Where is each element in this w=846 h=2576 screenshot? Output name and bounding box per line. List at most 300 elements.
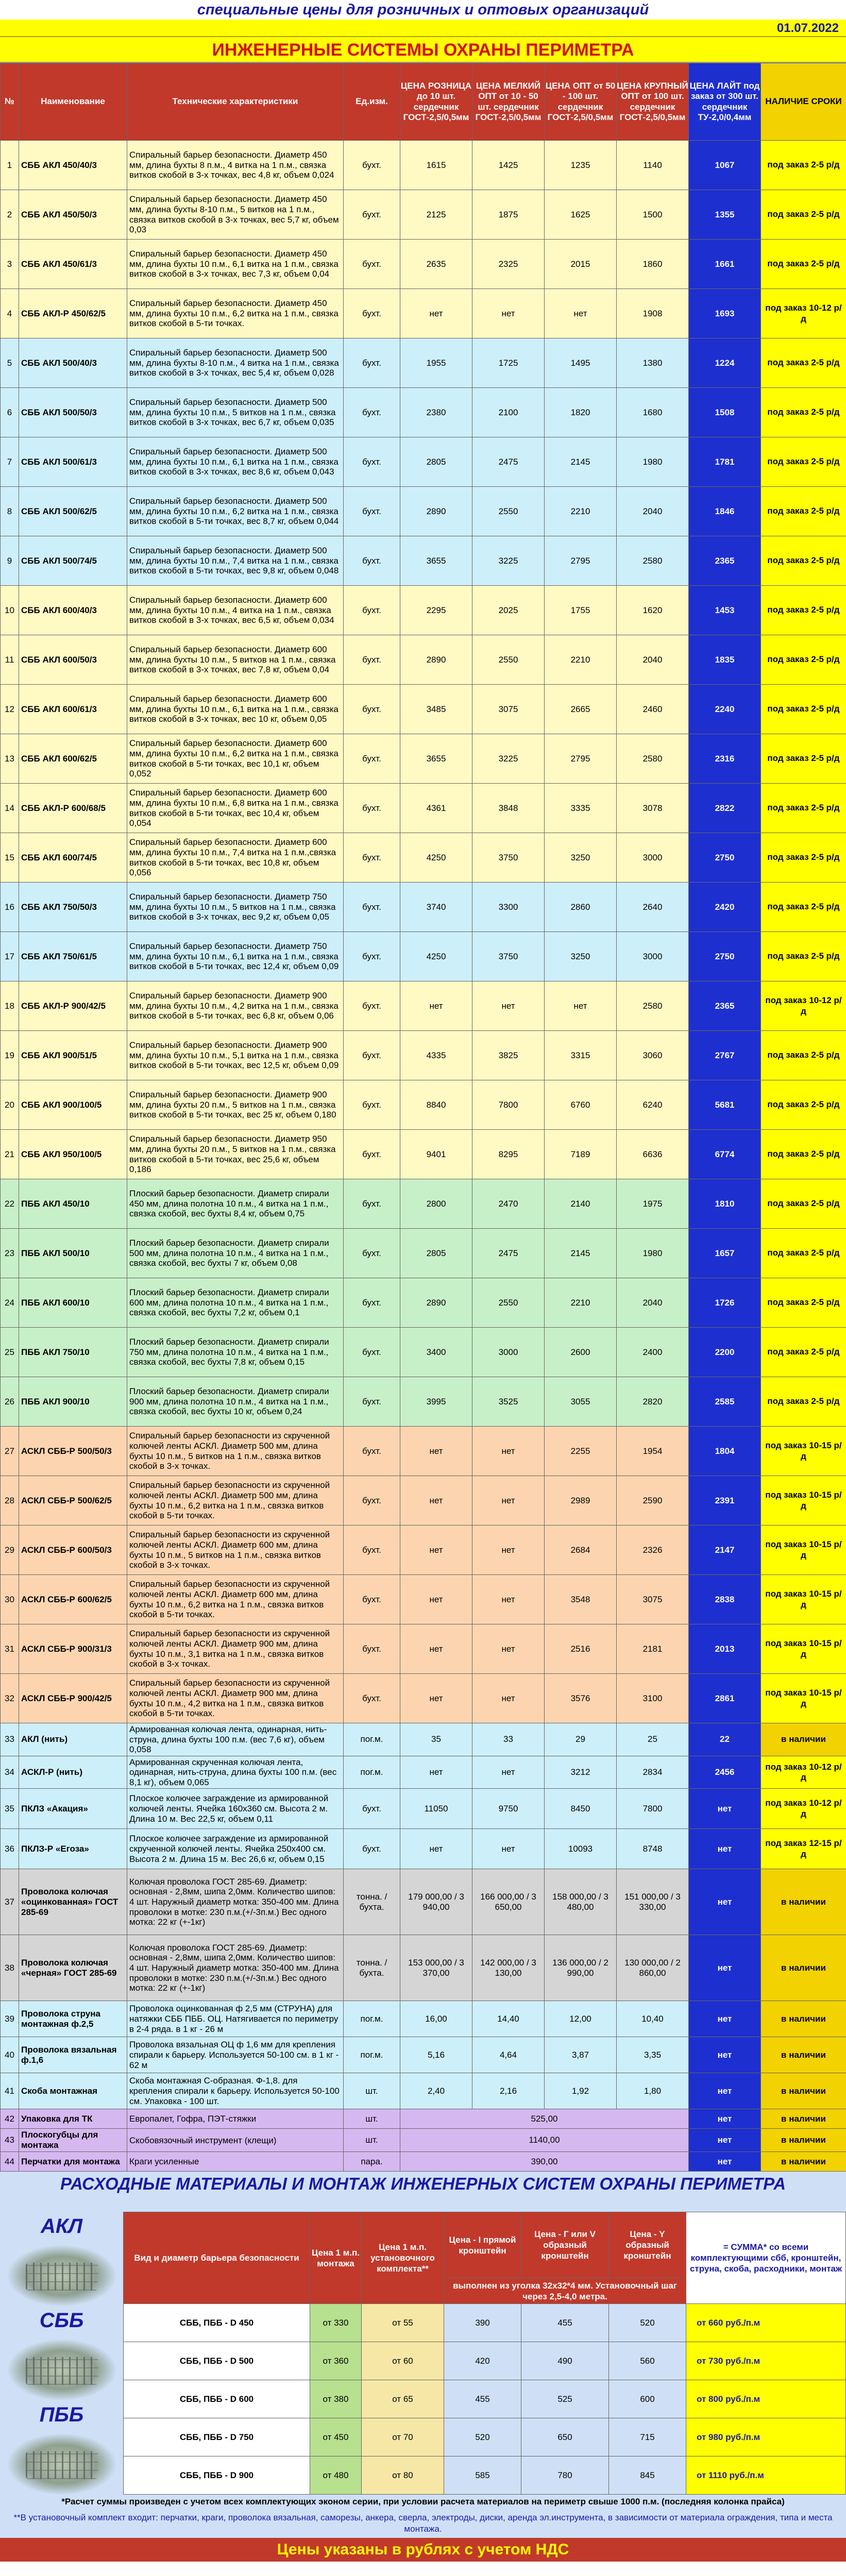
product-name: СББ АКЛ 500/61/3 bbox=[19, 437, 127, 487]
price-small-opt: нет bbox=[472, 1476, 545, 1526]
price-opt: 2516 bbox=[545, 1624, 617, 1674]
product-name: Проволока колючая «оцинкованная» ГОСТ 285-69 bbox=[19, 1869, 127, 1935]
price-retail: 2295 bbox=[400, 586, 472, 635]
product-name: Проволока вязальная ф.1,6 bbox=[19, 2037, 127, 2073]
price-lite: 2391 bbox=[689, 1476, 761, 1526]
table-row bbox=[1, 685, 846, 734]
product-unit: бухт. bbox=[344, 388, 400, 437]
product-unit: пог.м. bbox=[344, 1723, 400, 1756]
product-unit: бухт. bbox=[344, 586, 400, 635]
mat-kind: СББ, ПББ - D 450 bbox=[124, 2304, 310, 2342]
mat-sum: от 730 руб./п.м bbox=[686, 2342, 846, 2380]
availability-term: в наличии bbox=[761, 1869, 846, 1935]
table-row bbox=[1, 883, 846, 932]
availability-term: в наличии bbox=[761, 2129, 846, 2152]
price-small-opt: 1875 bbox=[472, 190, 545, 240]
product-name: СББ АКЛ 600/62/5 bbox=[19, 734, 127, 784]
product-name: АСКЛ СББ-Р 600/62/5 bbox=[19, 1575, 127, 1624]
availability-term: в наличии bbox=[761, 2001, 846, 2037]
product-unit: бухт. bbox=[344, 141, 400, 190]
product-name: ПББ АКЛ 500/10 bbox=[19, 1229, 127, 1278]
availability-term: под заказ 2-5 р/д bbox=[761, 1130, 846, 1179]
availability-term: под заказ 2-5 р/д bbox=[761, 141, 846, 190]
price-large-opt: 2580 bbox=[617, 734, 689, 784]
materials-body bbox=[124, 2304, 846, 2495]
product-spec: Армированная колючая лента, одинарная, нить-струна, длина бухты 100 п.м. (вес 7,6 кг), объем 0,058 bbox=[127, 1723, 344, 1756]
product-spec: Плоский барьер безопасности. Диаметр спирали 500 мм, длина полотна 10 п.м., 4 витка на 1 п.м., связка скобой, вес бухты 7 кг, объем 0,08 bbox=[127, 1229, 344, 1278]
price-retail: 9401 bbox=[400, 1130, 472, 1179]
product-unit: бухт. bbox=[344, 685, 400, 734]
mat-col-sum: = СУММА* со всеми комплектующими сбб, кронштейн, струна, скоба, расходники, монтаж bbox=[686, 2212, 846, 2304]
product-name: СББ АКЛ 750/61/5 bbox=[19, 932, 127, 981]
price-small-opt: 2025 bbox=[472, 586, 545, 635]
price-lite: 1657 bbox=[689, 1229, 761, 1278]
product-unit: бухт. bbox=[344, 1476, 400, 1526]
price-opt: 2795 bbox=[545, 536, 617, 586]
row-number: 28 bbox=[1, 1476, 19, 1526]
row-number: 32 bbox=[1, 1674, 19, 1723]
mat-col-span: выполнен из уголка 32х32*4 мм. Установочный шаг через 2,5-4,0 метра. bbox=[444, 2278, 686, 2304]
availability-term: под заказ 2-5 р/д bbox=[761, 190, 846, 240]
product-name: АСКЛ СББ-Р 600/50/3 bbox=[19, 1526, 127, 1575]
price-retail: 3655 bbox=[400, 536, 472, 586]
price-lite: нет bbox=[689, 1869, 761, 1935]
product-name: СББ АКЛ 600/40/3 bbox=[19, 586, 127, 635]
mat-price-a: 455 bbox=[444, 2380, 521, 2418]
price-large-opt: 2580 bbox=[617, 981, 689, 1031]
col-term: НАЛИЧИЕ СРОКИ bbox=[761, 63, 846, 141]
price-opt: 1,92 bbox=[545, 2073, 617, 2109]
product-unit: бухт. bbox=[344, 883, 400, 932]
product-unit: пог.м. bbox=[344, 1756, 400, 1789]
availability-term: под заказ 10-15 р/д bbox=[761, 1427, 846, 1476]
merged-price: 525,00 bbox=[400, 2109, 689, 2129]
product-unit: бухт. bbox=[344, 1031, 400, 1080]
price-lite: 2838 bbox=[689, 1575, 761, 1624]
product-spec: Спиральный барьер безопасности. Диаметр 600 мм, длина бухты 10 п.м., 4 витка на 1 п.м., связка витков скобой в 3-х точках, вес 6,5 кг, объем 0,034 bbox=[127, 586, 344, 635]
product-name: ПББ АКЛ 450/10 bbox=[19, 1179, 127, 1229]
table-row bbox=[1, 1674, 846, 1723]
row-number: 27 bbox=[1, 1427, 19, 1476]
price-large-opt: 2820 bbox=[617, 1377, 689, 1427]
mat-col-kind: Вид и диаметр барьера безопасности bbox=[124, 2212, 310, 2304]
row-number: 39 bbox=[1, 2001, 19, 2037]
price-large-opt: 2040 bbox=[617, 635, 689, 685]
mat-price-b: 455 bbox=[521, 2304, 609, 2342]
product-name: СББ АКЛ-Р 600/68/5 bbox=[19, 784, 127, 833]
price-retail: 3655 bbox=[400, 734, 472, 784]
table-row bbox=[1, 2073, 846, 2109]
product-unit: бухт. bbox=[344, 833, 400, 883]
price-lite: 2147 bbox=[689, 1526, 761, 1575]
price-lite: нет bbox=[689, 2073, 761, 2109]
mat-price-a: 520 bbox=[444, 2418, 521, 2456]
price-lite: 2200 bbox=[689, 1328, 761, 1377]
table-row bbox=[1, 1575, 846, 1624]
product-name: СББ АКЛ-Р 450/62/5 bbox=[19, 289, 127, 338]
price-lite: 2750 bbox=[689, 833, 761, 883]
mat-mount: от 450 bbox=[310, 2418, 362, 2456]
product-unit: пара. bbox=[344, 2152, 400, 2172]
product-name: ПББ АКЛ 750/10 bbox=[19, 1328, 127, 1377]
price-small-opt: 3750 bbox=[472, 833, 545, 883]
availability-term: в наличии bbox=[761, 1935, 846, 2001]
product-unit: бухт. bbox=[344, 289, 400, 338]
product-unit: бухт. bbox=[344, 1427, 400, 1476]
product-unit: бухт. bbox=[344, 932, 400, 981]
product-unit: тонна. / бухта. bbox=[344, 1869, 400, 1935]
product-name: ПББ АКЛ 900/10 bbox=[19, 1377, 127, 1427]
price-small-opt: нет bbox=[472, 289, 545, 338]
price-lite: нет bbox=[689, 1789, 761, 1829]
product-unit: бухт. bbox=[344, 338, 400, 388]
price-small-opt: 2,16 bbox=[472, 2073, 545, 2109]
row-number: 3 bbox=[1, 240, 19, 289]
price-lite: нет bbox=[689, 2109, 761, 2129]
price-opt: 1755 bbox=[545, 586, 617, 635]
price-small-opt: 33 bbox=[472, 1723, 545, 1756]
price-large-opt: 1620 bbox=[617, 586, 689, 635]
price-opt: 3548 bbox=[545, 1575, 617, 1624]
product-name: СББ АКЛ 600/61/3 bbox=[19, 685, 127, 734]
row-number: 43 bbox=[1, 2129, 19, 2152]
availability-term: под заказ 10-12 р/д bbox=[761, 289, 846, 338]
price-retail: 2380 bbox=[400, 388, 472, 437]
product-name: АСКЛ СББ-Р 500/50/3 bbox=[19, 1427, 127, 1476]
price-lite: 1453 bbox=[689, 586, 761, 635]
table-row bbox=[1, 1229, 846, 1278]
sbb-photo bbox=[8, 2340, 116, 2400]
row-number: 36 bbox=[1, 1829, 19, 1869]
price-opt: 1820 bbox=[545, 388, 617, 437]
table-row bbox=[1, 1080, 846, 1130]
availability-term: под заказ 2-5 р/д bbox=[761, 437, 846, 487]
price-opt: 3576 bbox=[545, 1674, 617, 1723]
product-name: АСКЛ-Р (нить) bbox=[19, 1756, 127, 1789]
price-small-opt: 3075 bbox=[472, 685, 545, 734]
price-retail: 153 000,00 / 3 370,00 bbox=[400, 1935, 472, 2001]
price-large-opt: 1680 bbox=[617, 388, 689, 437]
table-row bbox=[1, 2109, 846, 2129]
row-number: 34 bbox=[1, 1756, 19, 1789]
row-number: 40 bbox=[1, 2037, 19, 2073]
price-date: 01.07.2022 bbox=[0, 20, 846, 37]
photo-label-pbb: ПББ bbox=[39, 2403, 84, 2427]
product-unit: бухт. bbox=[344, 1080, 400, 1130]
price-small-opt: нет bbox=[472, 1756, 545, 1789]
price-retail: 2890 bbox=[400, 635, 472, 685]
price-retail: 3400 bbox=[400, 1328, 472, 1377]
availability-term: под заказ 2-5 р/д bbox=[761, 338, 846, 388]
table-row bbox=[1, 338, 846, 388]
price-retail: 4335 bbox=[400, 1031, 472, 1080]
product-spec: Спиральный барьер безопасности. Диаметр 600 мм, длина бухты 10 п.м., 6,8 витка на 1 п.м., связка витков скобой в 5-ти точках, вес 10,4 кг, объем 0,054 bbox=[127, 784, 344, 833]
price-large-opt: 2040 bbox=[617, 487, 689, 536]
product-unit: бухт. bbox=[344, 1130, 400, 1179]
materials-row bbox=[124, 2342, 846, 2380]
price-lite: 6774 bbox=[689, 1130, 761, 1179]
price-large-opt: 2326 bbox=[617, 1526, 689, 1575]
product-name: СББ АКЛ 500/50/3 bbox=[19, 388, 127, 437]
price-lite: 2750 bbox=[689, 932, 761, 981]
col-lite: ЦЕНА ЛАЙТ под заказ от 300 шт. сердечник ТУ-2,0/0,4мм bbox=[689, 63, 761, 141]
price-lite: 2240 bbox=[689, 685, 761, 734]
price-large-opt: 2460 bbox=[617, 685, 689, 734]
price-small-opt: нет bbox=[472, 1624, 545, 1674]
price-small-opt: 1425 bbox=[472, 141, 545, 190]
merged-price: 1140,00 bbox=[400, 2129, 689, 2152]
price-large-opt: 3078 bbox=[617, 784, 689, 833]
price-small-opt: 166 000,00 / 3 650,00 bbox=[472, 1869, 545, 1935]
table-row bbox=[1, 1624, 846, 1674]
price-opt: 7189 bbox=[545, 1130, 617, 1179]
price-large-opt: 2640 bbox=[617, 883, 689, 932]
product-unit: пог.м. bbox=[344, 2037, 400, 2073]
price-small-opt: 2475 bbox=[472, 437, 545, 487]
product-name: СББ АКЛ 450/61/3 bbox=[19, 240, 127, 289]
product-unit: бухт. bbox=[344, 1278, 400, 1328]
product-name: АКЛ (нить) bbox=[19, 1723, 127, 1756]
price-opt: 1235 bbox=[545, 141, 617, 190]
table-row bbox=[1, 437, 846, 487]
mat-price-c: 520 bbox=[609, 2304, 686, 2342]
row-number: 4 bbox=[1, 289, 19, 338]
price-opt: 158 000,00 / 3 480,00 bbox=[545, 1869, 617, 1935]
table-row bbox=[1, 932, 846, 981]
availability-term: под заказ 2-5 р/д bbox=[761, 1031, 846, 1080]
row-number: 26 bbox=[1, 1377, 19, 1427]
product-unit: шт. bbox=[344, 2129, 400, 2152]
price-small-opt: нет bbox=[472, 981, 545, 1031]
row-number: 31 bbox=[1, 1624, 19, 1674]
materials-row bbox=[124, 2304, 846, 2342]
price-small-opt: 2475 bbox=[472, 1229, 545, 1278]
row-number: 23 bbox=[1, 1229, 19, 1278]
product-spec: Плоский барьер безопасности. Диаметр спирали 600 мм, длина полотна 10 п.м., 4 витка на 1 п.м., связка скобой, вес бухты 7,2 кг, объем 0,1 bbox=[127, 1278, 344, 1328]
availability-term: под заказ 2-5 р/д bbox=[761, 487, 846, 536]
mat-mount: от 360 bbox=[310, 2342, 362, 2380]
product-unit: бухт. bbox=[344, 981, 400, 1031]
table-row bbox=[1, 1130, 846, 1179]
price-large-opt: 2181 bbox=[617, 1624, 689, 1674]
price-lite: 1804 bbox=[689, 1427, 761, 1476]
price-opt: 1495 bbox=[545, 338, 617, 388]
product-spec: Плоский барьер безопасности. Диаметр спирали 750 мм, длина полотна 10 п.м., 4 витка на 1 п.м., связка скобой, вес бухты 7,8 кг, объем 0,15 bbox=[127, 1328, 344, 1377]
price-table bbox=[0, 63, 846, 2172]
price-lite: 2365 bbox=[689, 536, 761, 586]
availability-term: под заказ 10-12 р/д bbox=[761, 1789, 846, 1829]
materials-table bbox=[123, 2212, 846, 2495]
availability-term: под заказ 2-5 р/д bbox=[761, 586, 846, 635]
price-lite: 1846 bbox=[689, 487, 761, 536]
price-footer: Цены указаны в рублях с учетом НДС bbox=[0, 2538, 846, 2562]
price-small-opt: нет bbox=[472, 1575, 545, 1624]
mat-sum: от 1110 руб./п.м bbox=[686, 2456, 846, 2495]
product-spec: Спиральный барьер безопасности. Диаметр 600 мм, длина бухты 10 п.м., 6,2 витка на 1 п.м., связка витков скобой в 5-ти точках, вес 10,1 кг, объем 0,052 bbox=[127, 734, 344, 784]
price-opt: 3250 bbox=[545, 833, 617, 883]
price-lite: 2456 bbox=[689, 1756, 761, 1789]
product-name: СББ АКЛ 500/40/3 bbox=[19, 338, 127, 388]
price-large-opt: 1908 bbox=[617, 289, 689, 338]
table-row bbox=[1, 1935, 846, 2001]
price-large-opt: 1500 bbox=[617, 190, 689, 240]
price-retail: 4361 bbox=[400, 784, 472, 833]
photo-label-sbb: СББ bbox=[39, 2309, 84, 2332]
availability-term: в наличии bbox=[761, 2109, 846, 2129]
table-row bbox=[1, 1179, 846, 1229]
table-row bbox=[1, 536, 846, 586]
price-opt: 136 000,00 / 2 990,00 bbox=[545, 1935, 617, 2001]
price-retail: нет bbox=[400, 1526, 472, 1575]
row-number: 35 bbox=[1, 1789, 19, 1829]
price-retail: 2805 bbox=[400, 1229, 472, 1278]
price-retail: 35 bbox=[400, 1723, 472, 1756]
row-number: 42 bbox=[1, 2109, 19, 2129]
price-large-opt: 3060 bbox=[617, 1031, 689, 1080]
product-unit: бухт. bbox=[344, 1674, 400, 1723]
product-name: СББ АКЛ 900/100/5 bbox=[19, 1080, 127, 1130]
materials-row bbox=[124, 2456, 846, 2495]
row-number: 11 bbox=[1, 635, 19, 685]
table-row bbox=[1, 190, 846, 240]
product-spec: Спиральный барьер безопасности. Диаметр 900 мм, длина бухты 10 п.м., 5,1 витка на 1 п.м., связка витков скобой в 5-ти точках, вес 12,5 кг, объем 0,09 bbox=[127, 1031, 344, 1080]
availability-term: под заказ 2-5 р/д bbox=[761, 635, 846, 685]
price-small-opt: 2550 bbox=[472, 487, 545, 536]
availability-term: под заказ 10-15 р/д bbox=[761, 1575, 846, 1624]
price-retail: нет bbox=[400, 1427, 472, 1476]
product-spec: Спиральный барьер безопасности. Диаметр 500 мм, длина бухты 10 п.м., 7,4 витка на 1 п.м., связка витков скобой в 5-ти точках, вес 9,8 кг, объем 0,048 bbox=[127, 536, 344, 586]
product-unit: бухт. bbox=[344, 1789, 400, 1829]
photo-label-akl: АКЛ bbox=[41, 2215, 82, 2238]
mat-price-b: 490 bbox=[521, 2342, 609, 2380]
table-row bbox=[1, 1427, 846, 1476]
row-number: 18 bbox=[1, 981, 19, 1031]
row-number: 8 bbox=[1, 487, 19, 536]
table-row bbox=[1, 141, 846, 190]
price-large-opt: 1860 bbox=[617, 240, 689, 289]
price-retail: 8840 bbox=[400, 1080, 472, 1130]
mat-price-a: 390 bbox=[444, 2304, 521, 2342]
table-row bbox=[1, 2037, 846, 2073]
price-opt: 2860 bbox=[545, 883, 617, 932]
mat-kit: от 55 bbox=[362, 2304, 444, 2342]
table-row bbox=[1, 289, 846, 338]
price-opt: 2989 bbox=[545, 1476, 617, 1526]
product-name: АСКЛ СББ-Р 500/62/5 bbox=[19, 1476, 127, 1526]
price-retail: 2635 bbox=[400, 240, 472, 289]
price-opt: 3,87 bbox=[545, 2037, 617, 2073]
mat-kind: СББ, ПББ - D 900 bbox=[124, 2456, 310, 2495]
product-spec: Плоское колючее заграждение из армированной колючей ленты. Ячейка 160х360 см. Высота 2 м. Длина 10 м. Вес 22,5 кг, объем 0,11 bbox=[127, 1789, 344, 1829]
price-retail: 2890 bbox=[400, 487, 472, 536]
row-number: 15 bbox=[1, 833, 19, 883]
product-spec: Спиральный барьер безопасности. Диаметр 500 мм, длина бухты 10 п.м., 5 витков на 1 п.м., связка витков скобой в 3-х точках, вес 6,7 кг, объем 0,035 bbox=[127, 388, 344, 437]
product-spec: Скоба монтажная С-образная. Ф-1,8. для крепления спирали к барьеру. Используется 50-100 см. Упаковка - 100 шт. bbox=[127, 2073, 344, 2109]
product-spec: Спиральный барьер безопасности. Диаметр 500 мм, длина бухты 10 п.м., 6,2 витка на 1 п.м., связка витков скобой в 5-ти точках, вес 8,7 кг, объем 0,044 bbox=[127, 487, 344, 536]
price-lite: нет bbox=[689, 2001, 761, 2037]
akl-photo bbox=[8, 2245, 116, 2306]
mat-kind: СББ, ПББ - D 500 bbox=[124, 2342, 310, 2380]
availability-term: под заказ 2-5 р/д bbox=[761, 1328, 846, 1377]
mat-sum: от 800 руб./п.м bbox=[686, 2380, 846, 2418]
price-retail: нет bbox=[400, 981, 472, 1031]
product-spec: Спиральный барьер безопасности. Диаметр 750 мм, длина бухты 10 п.м., 6,1 витка на 1 п.м., связка витков скобой в 5-ти точках, вес 12,4 кг, объем 0,09 bbox=[127, 932, 344, 981]
price-small-opt: 9750 bbox=[472, 1789, 545, 1829]
row-number: 38 bbox=[1, 1935, 19, 2001]
materials-row bbox=[124, 2380, 846, 2418]
product-name: СББ АКЛ 600/50/3 bbox=[19, 635, 127, 685]
table-row bbox=[1, 1278, 846, 1328]
table-row bbox=[1, 981, 846, 1031]
price-retail: нет bbox=[400, 1674, 472, 1723]
price-large-opt: 2580 bbox=[617, 536, 689, 586]
mat-col-mount: Цена 1 м.п. монтажа bbox=[310, 2212, 362, 2304]
product-name: СББ АКЛ-Р 900/42/5 bbox=[19, 981, 127, 1031]
product-unit: бухт. bbox=[344, 1229, 400, 1278]
price-large-opt: 7800 bbox=[617, 1789, 689, 1829]
product-name: СББ АКЛ 450/40/3 bbox=[19, 141, 127, 190]
availability-term: под заказ 10-15 р/д bbox=[761, 1674, 846, 1723]
price-opt: 2665 bbox=[545, 685, 617, 734]
availability-term: под заказ 2-5 р/д bbox=[761, 883, 846, 932]
table-row bbox=[1, 1476, 846, 1526]
row-number: 20 bbox=[1, 1080, 19, 1130]
price-large-opt: 3075 bbox=[617, 1575, 689, 1624]
product-spec: Спиральный барьер безопасности из скрученной колючей ленты АСКЛ. Диаметр 500 мм, длина бухты 10 п.м., 6,2 витка на 1 п.м., связка витков скобой в 5-ти точках. bbox=[127, 1476, 344, 1526]
table-row bbox=[1, 1377, 846, 1427]
product-spec: Спиральный барьер безопасности из скрученной колючей ленты АСКЛ. Диаметр 500 мм, длина бухты 10 п.м., 5 витков на 1 п.м., связка витков скобой в 3-х точках. bbox=[127, 1427, 344, 1476]
row-number: 17 bbox=[1, 932, 19, 981]
row-number: 21 bbox=[1, 1130, 19, 1179]
product-name: ПКЛЗ-Р «Егоза» bbox=[19, 1829, 127, 1869]
row-number: 19 bbox=[1, 1031, 19, 1080]
product-spec: Плоское колючее заграждение из армированной скрученной колючей ленты. Ячейка 250х400 см. Высота 2 м. Длина 15 м. Вес 26,6 кг, объем 0,15 bbox=[127, 1829, 344, 1869]
product-spec: Спиральный барьер безопасности. Диаметр 500 мм, длина бухты 8-10 п.м., 4 витка на 1 п.м., связка витков скобой в 3-х точках, вес 5,4 кг, объем 0,028 bbox=[127, 338, 344, 388]
price-small-opt: 3225 bbox=[472, 536, 545, 586]
price-retail: 2,40 bbox=[400, 2073, 472, 2109]
product-name: Упаковка для ТК bbox=[19, 2109, 127, 2129]
price-opt: 3055 bbox=[545, 1377, 617, 1427]
mat-kit: от 70 bbox=[362, 2418, 444, 2456]
product-spec: Спиральный барьер безопасности. Диаметр 600 мм, длина бухты 10 п.м., 6,1 витка на 1 п.м., связка витков скобой в 3-х точках, вес 10 кг, объем 0,05 bbox=[127, 685, 344, 734]
price-lite: 1661 bbox=[689, 240, 761, 289]
product-spec: Спиральный барьер безопасности. Диаметр 450 мм, длина бухты 8 п.м., 4 витка на 1 п.м., связка витков скобой в 3-х точках, вес 4,8 кг, объем 0,024 bbox=[127, 141, 344, 190]
price-small-opt: 3825 bbox=[472, 1031, 545, 1080]
mat-kind: СББ, ПББ - D 600 bbox=[124, 2380, 310, 2418]
product-unit: бухт. bbox=[344, 635, 400, 685]
price-large-opt: 10,40 bbox=[617, 2001, 689, 2037]
availability-term: под заказ 10-15 р/д bbox=[761, 1476, 846, 1526]
row-number: 13 bbox=[1, 734, 19, 784]
mat-col-c: Цена - Y образный кронштейн bbox=[609, 2212, 686, 2278]
col-spec: Технические характеристики bbox=[127, 63, 344, 141]
product-spec: Спиральный барьер безопасности. Диаметр 600 мм, длина бухты 10 п.м., 7,4 витка на 1 п.м.,связка витков скобой в 5-ти точках, вес 10,8 кг, объем 0,056 bbox=[127, 833, 344, 883]
price-small-opt: 142 000,00 / 3 130,00 bbox=[472, 1935, 545, 2001]
price-retail: нет bbox=[400, 1829, 472, 1869]
price-small-opt: 2550 bbox=[472, 635, 545, 685]
price-opt: 10093 bbox=[545, 1829, 617, 1869]
table-row bbox=[1, 784, 846, 833]
availability-term: под заказ 2-5 р/д bbox=[761, 1229, 846, 1278]
availability-term: в наличии bbox=[761, 2152, 846, 2172]
product-name: СББ АКЛ 600/74/5 bbox=[19, 833, 127, 883]
price-small-opt: нет bbox=[472, 1674, 545, 1723]
product-name: ПББ АКЛ 600/10 bbox=[19, 1278, 127, 1328]
product-name: СББ АКЛ 500/62/5 bbox=[19, 487, 127, 536]
product-spec: Спиральный барьер безопасности. Диаметр 900 мм, длина бухты 20 п.м., 5 витков на 1 п.м., связка витков скобой в 5-ти точках, вес 25 кг, объем 0,180 bbox=[127, 1080, 344, 1130]
page-subtitle: специальные цены для розничных и оптовых организаций bbox=[0, 0, 846, 20]
availability-term: под заказ 2-5 р/д bbox=[761, 833, 846, 883]
